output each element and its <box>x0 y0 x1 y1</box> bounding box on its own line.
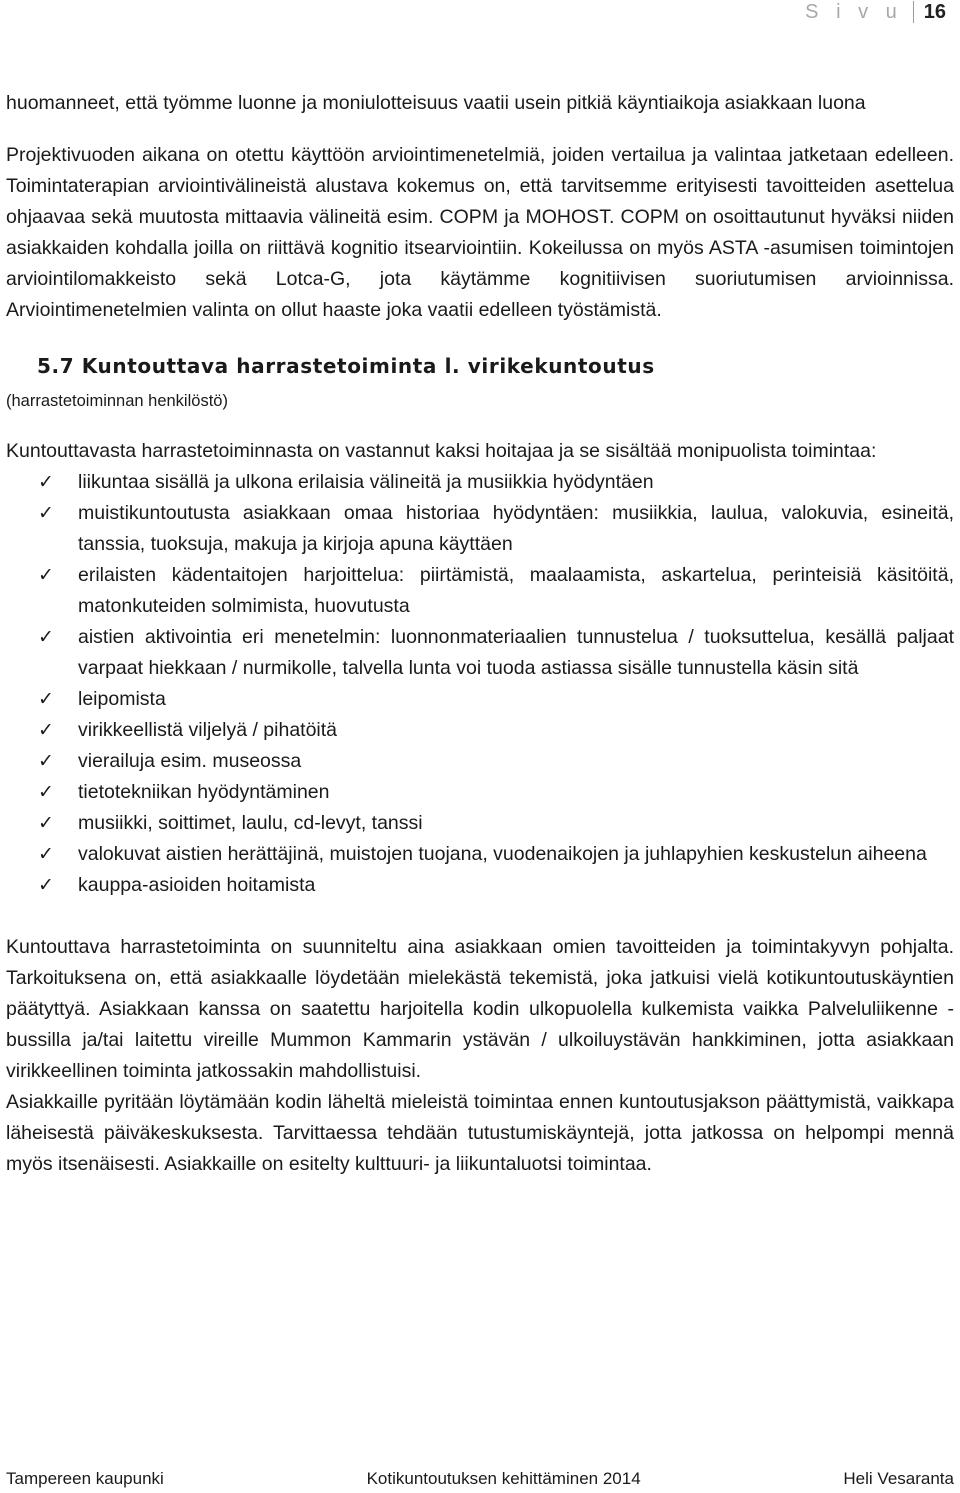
check-icon: ✓ <box>38 750 54 772</box>
page-footer <box>6 1469 954 1489</box>
footer-organization: Tampereen kaupunki <box>6 1469 164 1488</box>
footer-author: Heli Vesaranta <box>843 1469 954 1488</box>
activity-checklist <box>6 467 954 901</box>
list-item: ✓ vierailuja esim. museossa <box>6 746 954 777</box>
footer-title: Kotikuntoutuksen kehittäminen 2014 <box>366 1469 641 1488</box>
check-icon: ✓ <box>38 781 54 803</box>
check-icon: ✓ <box>38 719 54 741</box>
check-icon: ✓ <box>38 471 54 493</box>
check-icon: ✓ <box>38 812 54 834</box>
section-intro: Kuntouttavasta harrastetoiminnasta on vastannut kaksi hoitajaa ja se sisältää monipuolista toimintaa: <box>6 440 877 462</box>
list-item: ✓ liikuntaa sisällä ja ulkona erilaisia välineitä ja musiikkia hyödyntäen <box>6 467 954 498</box>
check-icon: ✓ <box>38 688 54 710</box>
list-item: ✓ aistien aktivointia eri menetelmin: luonnonmateriaalien tunnustelua / tuoksuttelua, kesällä paljaat varpaat hiekkaan / nurmikolle, talvella lunta voi tuoda astiassa sisälle tunnustella käsin sitä <box>6 622 954 684</box>
page-label: S i v u <box>805 0 903 23</box>
check-icon: ✓ <box>38 502 54 524</box>
list-item: ✓ leipomista <box>6 684 954 715</box>
check-icon: ✓ <box>38 564 54 586</box>
paragraph-assessment: Projektivuoden aikana on otettu käyttöön arviointimenetelmiä, joiden vertailua ja valintaa jatketaan edelleen. Toimintaterapian arviointivälineistä alustava kokemus on, että tarvitsemme erityisesti tavoitteiden asettelua ohjaavaa sekä muutosta mittaavia välineitä esim. COPM ja MOHOST. COPM on osoittautunut hyväksi niiden asiakkaiden kohdalla joilla on riittävä kognitio itsearviointiin. Kokeilussa on myös ASTA -asumisen toimintojen arviointilomakkeisto sekä Lotca-G, jota käytämme kognitiivisen suoriutumisen arvioinnissa. Arviointimenetelmien valinta on ollut haaste joka vaatii edelleen työstämistä. <box>6 144 954 321</box>
list-item: ✓ valokuvat aistien herättäjinä, muistojen tuojana, vuodenaikojen ja juhlapyhien keskustelun aiheena <box>6 839 954 870</box>
document-body <box>6 88 954 1180</box>
check-icon: ✓ <box>38 626 54 648</box>
closing-paragraph-1: Kuntouttava harrastetoiminta on suunniteltu aina asiakkaan omien tavoitteiden ja toimintakyvyn pohjalta. Tarkoituksena on, että asiakkaalle löydetään mielekästä tekemistä, joka jatkuisi vielä kotikuntoutuskäyntien päätyttyä. Asiakkaan kanssa on saatettu harjoitella kodin ulkopuolella kulkemista vaikka Palveluliikenne -bussilla ja/tai laitettu vireille Mummon Kammarin ystävän / ulkoiluystävän hankkiminen, jotta asiakkaan virikkeellinen toiminta jatkossakin mahdollistuisi. <box>6 936 954 1082</box>
page-number: 16 <box>923 0 946 23</box>
section-heading: 5.7 Kuntouttava harrastetoiminta l. virikekuntoutus <box>37 354 655 378</box>
closing-paragraph-2: Asiakkaille pyritään löytämään kodin läheltä mieleistä toimintaa ennen kuntoutusjakson päättymistä, vaikkapa läheisestä päiväkeskuksesta. Tarvittaessa tehdään tutustumiskäyntejä, jotta jatkossa on helpompi mennä myös itsenäisesti. Asiakkaille on esitelty kulttuuri- ja liikuntaluotsi toimintaa. <box>6 1091 954 1175</box>
check-icon: ✓ <box>38 843 54 865</box>
list-item: ✓ kauppa-asioiden hoitamista <box>6 870 954 901</box>
check-icon: ✓ <box>38 874 54 896</box>
list-item: ✓ tietotekniikan hyödyntäminen <box>6 777 954 808</box>
list-item: ✓ musiikki, soittimet, laulu, cd-levyt, tanssi <box>6 808 954 839</box>
header-divider <box>913 1 914 23</box>
list-item: ✓ erilaisten kädentaitojen harjoittelua: piirtämistä, maalaamista, askartelua, perinteisiä käsitöitä, matonkuteiden solmimista, huovutusta <box>6 560 954 622</box>
list-item: ✓ muistikuntoutusta asiakkaan omaa historiaa hyödyntäen: musiikkia, laulua, valokuvia, esineitä, tanssia, tuoksuja, makuja ja kirjoja apuna käyttäen <box>6 498 954 560</box>
page-header <box>805 0 946 24</box>
list-item: ✓ virikkeellistä viljelyä / pihatöitä <box>6 715 954 746</box>
paragraph-continued: huomanneet, että työmme luonne ja moniulotteisuus vaatii usein pitkiä käyntiaikoja asiakkaan luona <box>6 92 866 114</box>
section-heading-block <box>6 351 954 414</box>
section-subtitle: (harrastetoiminnan henkilöstö) <box>6 392 228 410</box>
